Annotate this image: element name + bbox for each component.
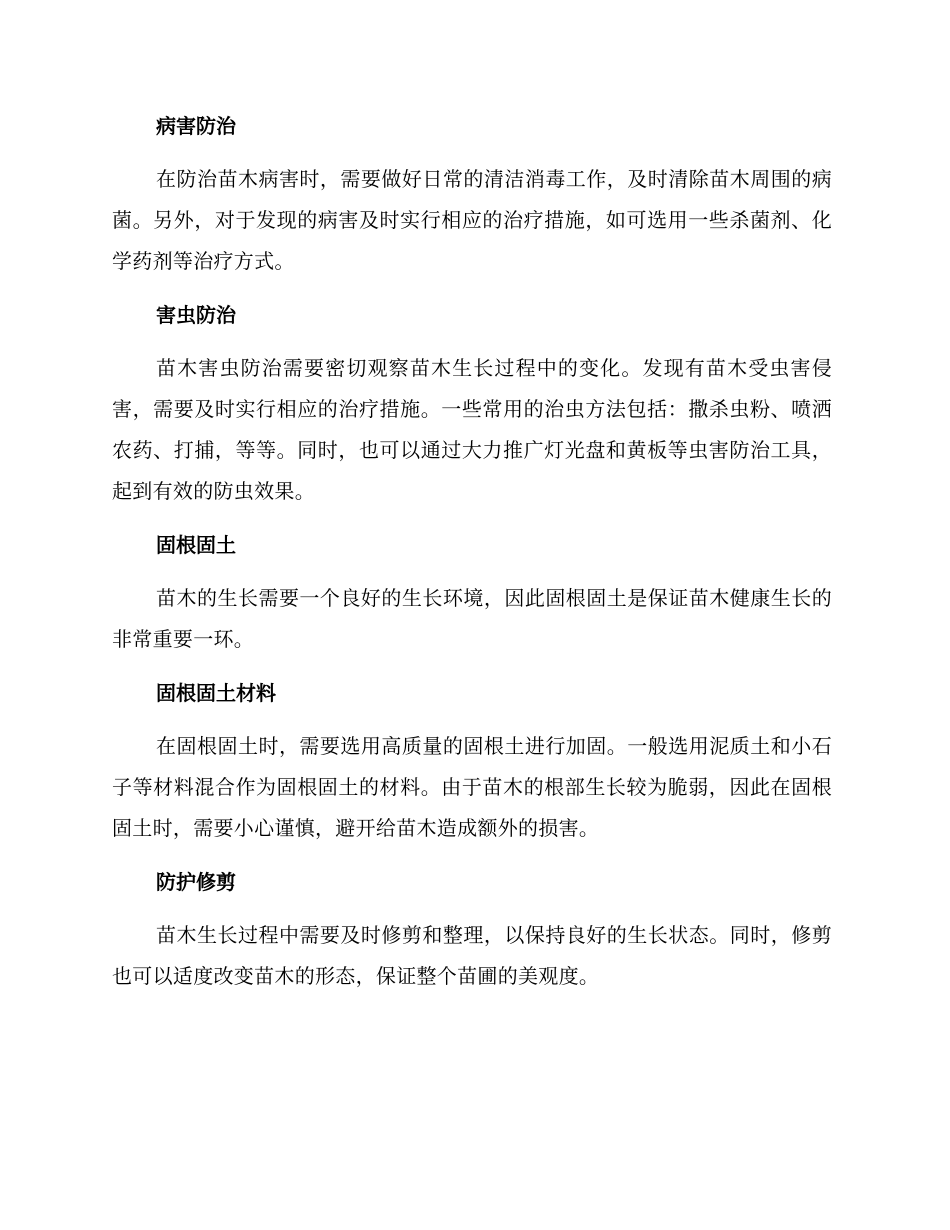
section-heading-root-soil-materials: 固根固土材料 <box>156 681 276 705</box>
section-heading-root-soil-fixing: 固根固土 <box>156 533 236 557</box>
section-body-root-soil-fixing: 苗木的生长需要一个良好的生长环境，因此固根固土是保证苗木健康生长的非常重要一环。 <box>112 586 832 651</box>
section-heading-protective-pruning: 防护修剪 <box>156 870 236 894</box>
document-content <box>112 105 832 1009</box>
section-heading-disease-control: 病害防治 <box>156 114 236 138</box>
section-heading-pest-control: 害虫防治 <box>156 303 236 327</box>
section-body-root-soil-materials: 在固根固土时，需要选用高质量的固根土进行加固。一般选用泥质土和小石子等材料混合作为固根固土的材料。由于苗木的根部生长较为脆弱，因此在固根固土时，需要小心谨慎，避开给苗木造成额外的损害。 <box>112 734 832 840</box>
section-body-disease-control: 在防治苗木病害时，需要做好日常的清洁消毒工作，及时清除苗木周围的病菌。另外，对于发现的病害及时实行相应的治疗措施，如可选用一些杀菌剂、化学药剂等治疗方式。 <box>112 167 832 273</box>
section-body-protective-pruning: 苗木生长过程中需要及时修剪和整理，以保持良好的生长状态。同时，修剪也可以适度改变苗木的形态，保证整个苗圃的美观度。 <box>112 923 832 988</box>
section-body-pest-control: 苗木害虫防治需要密切观察苗木生长过程中的变化。发现有苗木受虫害侵害，需要及时实行相应的治疗措施。一些常用的治虫方法包括：撒杀虫粉、喷洒农药、打捕，等等。同时，也可以通过大力推广灯光盘和黄板等虫害防治工具，起到有效的防虫效果。 <box>112 356 832 503</box>
